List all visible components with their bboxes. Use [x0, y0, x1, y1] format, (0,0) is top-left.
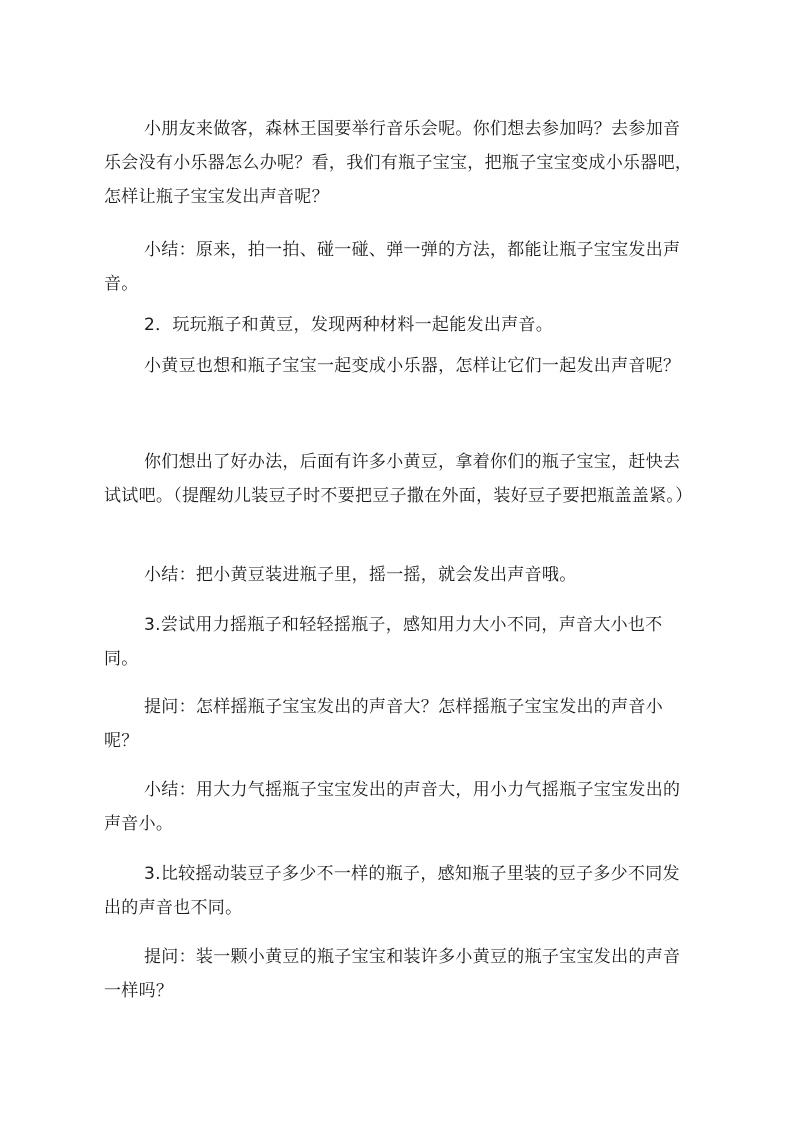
paragraph-question-1: 提问：怎样摇瓶子宝宝发出的声音大？怎样摇瓶子宝宝发出的声音小呢？	[104, 697, 663, 751]
paragraph-summary-1: 小结：原来，拍一拍、碰一碰、弹一弹的方法，都能让瓶子宝宝发出声音。	[104, 240, 681, 294]
paragraph-step-3b-heading: 3.比较摇动装豆子多少不一样的瓶子，感知瓶子里装的豆子多少不同发出的声音也不同。	[104, 864, 680, 918]
paragraph-question-2: 提问：装一颗小黄豆的瓶子宝宝和装许多小黄豆的瓶子宝宝发出的声音一样吗？	[104, 947, 681, 1001]
paragraph-step-2-activity: 你们想出了好办法，后面有许多小黄豆，拿着你们的瓶子宝宝，赶快去试试吧。（提醒幼儿装豆子时不要把豆子撒在外面，装好豆子要把瓶盖盖紧。）	[104, 452, 693, 506]
paragraph-intro: 小朋友来做客，森林王国要举行音乐会呢。你们想去参加吗？去参加音乐会没有小乐器怎么办呢？看，我们有瓶子宝宝，把瓶子宝宝变成小乐器吧，怎样让瓶子宝宝发出声音呢？	[104, 119, 693, 207]
paragraph-summary-2: 小结：把小黄豆装进瓶子里，摇一摇，就会发出声音哦。	[144, 565, 577, 585]
paragraph-step-3-heading: 3.尝试用力摇瓶子和轻轻摇瓶子，感知用力大小不同，声音大小也不同。	[104, 615, 663, 669]
paragraph-step-2-heading: 2．玩玩瓶子和黄豆，发现两种材料一起能发出声音。	[144, 315, 554, 335]
paragraph-summary-3: 小结：用大力气摇瓶子宝宝发出的声音大，用小力气摇瓶子宝宝发出的声音小。	[104, 780, 681, 834]
paragraph-step-2-question: 小黄豆也想和瓶子宝宝一起变成小乐器，怎样让它们一起发出声音呢？	[144, 356, 681, 376]
